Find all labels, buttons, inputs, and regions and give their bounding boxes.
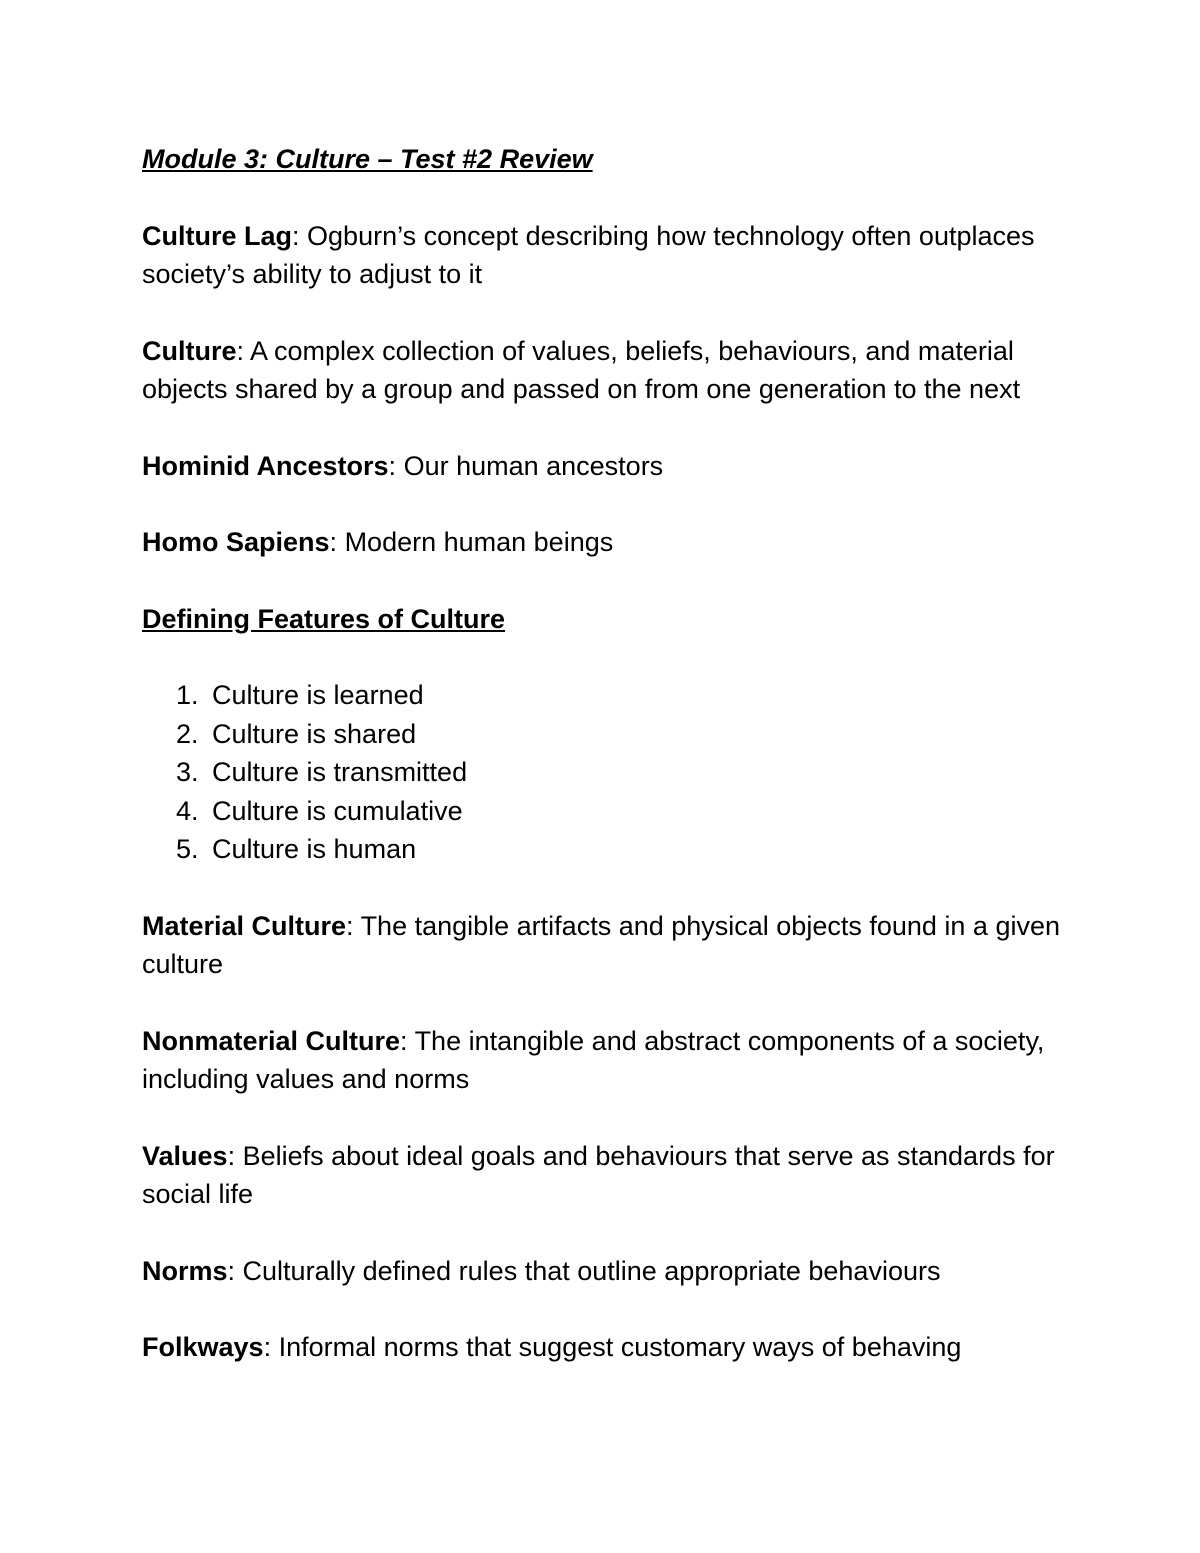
separator: : — [388, 450, 404, 481]
defining-features-list — [142, 676, 1062, 869]
term: Material Culture — [142, 910, 347, 941]
term: Folkways — [142, 1332, 264, 1362]
separator: : — [227, 1255, 243, 1286]
term: Culture Lag — [142, 220, 293, 251]
separator: : — [292, 220, 308, 251]
definition-hominid-ancestors — [142, 447, 1062, 486]
separator: : — [400, 1025, 415, 1056]
document-content — [142, 140, 1062, 1405]
list-item-text: Culture is transmitted — [212, 757, 468, 787]
separator: : — [346, 910, 361, 941]
definition-text: Modern human beings — [344, 527, 614, 557]
definition-folkways — [142, 1328, 1062, 1367]
term: Values — [142, 1140, 228, 1171]
list-number: 1. — [176, 680, 199, 710]
definition-homo-sapiens — [142, 523, 1062, 562]
separator: : — [263, 1332, 279, 1362]
document-title: Module 3: Culture – Test #2 Review — [142, 144, 593, 174]
list-item — [142, 715, 1062, 754]
separator: : — [227, 1140, 243, 1171]
definition-text: Our human ancestors — [403, 450, 664, 481]
term: Nonmaterial Culture — [142, 1025, 401, 1056]
definition-text: A complex collection of values, beliefs, behaviours, and material objects shared by a group and passed on from one generation to the next — [142, 335, 1021, 404]
list-item — [142, 792, 1062, 831]
term: Culture — [142, 335, 237, 366]
list-number: 5. — [176, 834, 199, 864]
term: Homo Sapiens — [142, 527, 330, 557]
list-item-text: Culture is human — [212, 834, 417, 864]
list-number: 4. — [176, 795, 199, 826]
list-item-text: Culture is shared — [212, 718, 417, 749]
term: Hominid Ancestors — [142, 450, 389, 481]
definition-norms — [142, 1252, 1062, 1291]
definition-text: Beliefs about ideal goals and behaviours that serve as standards for social life — [142, 1140, 1055, 1209]
definition-culture — [142, 332, 1062, 409]
separator: : — [329, 527, 345, 557]
list-item — [142, 830, 1062, 869]
definition-nonmaterial-culture — [142, 1022, 1062, 1099]
definition-text: The intangible and abstract components of a society, including values and norms — [142, 1025, 1045, 1094]
list-item — [142, 676, 1062, 715]
list-item-text: Culture is cumulative — [212, 795, 463, 826]
definition-text: Ogburn’s concept describing how technology often outplaces society’s ability to adjust to it — [142, 220, 1035, 289]
definition-text: The tangible artifacts and physical objects found in a given culture — [142, 910, 1060, 979]
section-heading-defining-features: Defining Features of Culture — [142, 603, 506, 634]
definition-culture-lag — [142, 217, 1062, 294]
list-item — [142, 753, 1062, 792]
list-number: 2. — [176, 718, 199, 749]
list-item-text: Culture is learned — [212, 680, 424, 710]
definition-values — [142, 1137, 1062, 1214]
list-number: 3. — [176, 757, 199, 787]
definition-material-culture — [142, 907, 1062, 984]
separator: : — [236, 335, 251, 366]
definition-text: Informal norms that suggest customary ways of behaving — [278, 1332, 962, 1362]
term: Norms — [142, 1255, 228, 1286]
definition-text: Culturally defined rules that outline appropriate behaviours — [242, 1255, 941, 1286]
